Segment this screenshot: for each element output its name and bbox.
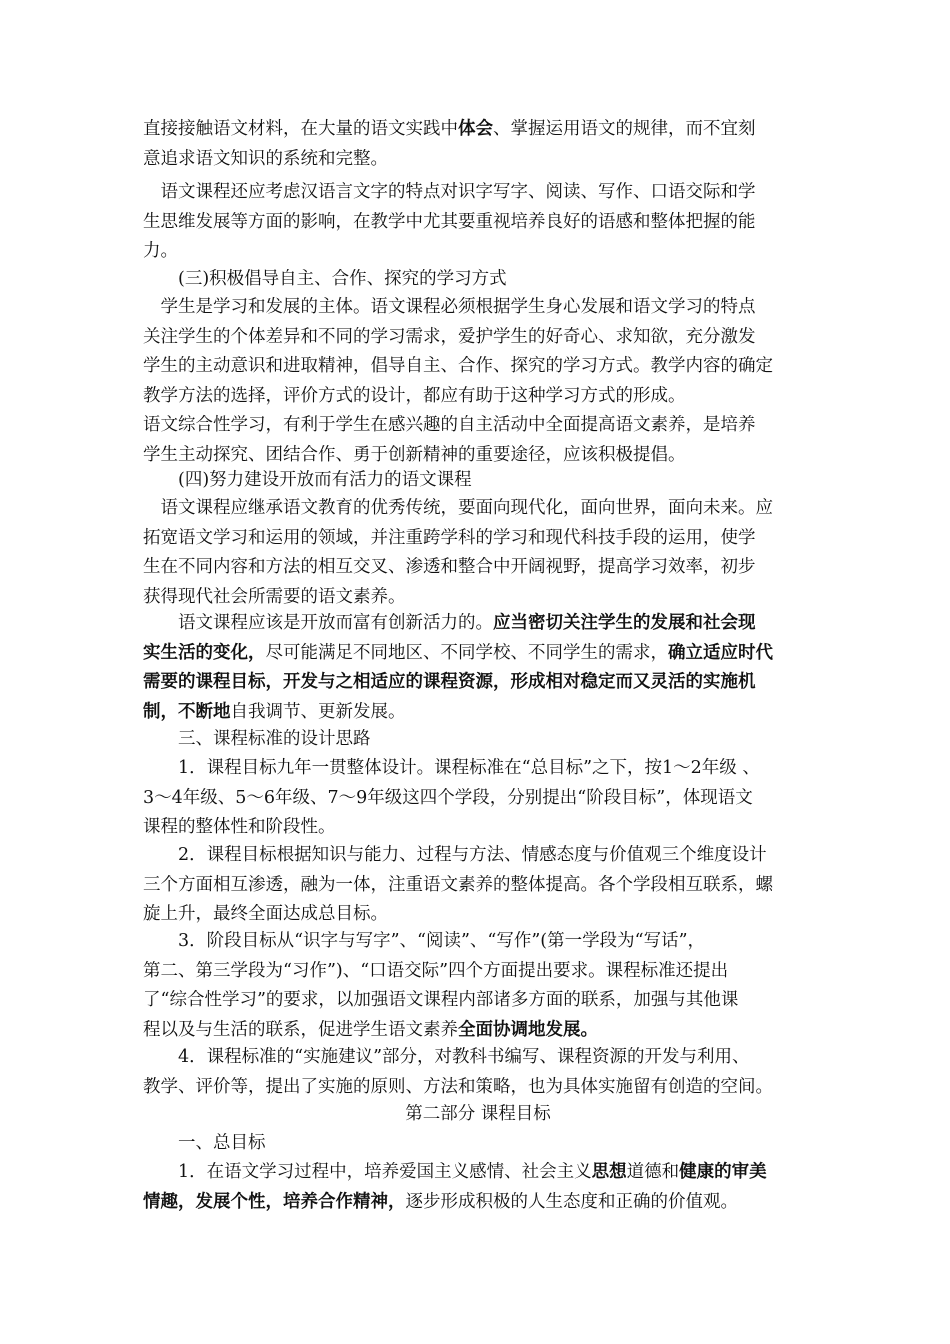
paragraph-line: 力。 (143, 241, 178, 261)
text-run: 程以及与生活的联系，促进学生语文素养 (143, 1019, 458, 1040)
bold-text-run: 应当密切关注学生的发展和社会现 (493, 613, 756, 633)
paragraph-line: 意追求语文知识的系统和完整。 (143, 148, 388, 169)
paragraph-line: 1．课程目标九年一贯整体设计。课程标准在“总目标”之下，按1～2年级 、 (143, 758, 760, 778)
item-3 (143, 927, 813, 1045)
paragraph-4 (143, 494, 813, 612)
paragraph-line: 三个方面相互渗透，融为一体，注重语文素养的整体提高。各个学段相互联系，螺 (143, 874, 773, 895)
bold-text-run: 情趣，发展个性，培养合作精神， (143, 1191, 406, 1212)
heading-4 (143, 466, 813, 496)
text-run: 1．在语文学习过程中，培养爱国主义感情、社会主义 (143, 1162, 592, 1182)
paragraph-line (143, 115, 813, 145)
bold-text-run: 全面协调地发展。 (458, 1019, 598, 1040)
text-run: 直接接触语文材料，在大量的语文实践中 (143, 119, 458, 139)
section-heading: 三、课程标准的设计思路 (143, 729, 371, 749)
paragraph-5 (143, 609, 813, 727)
paragraph-line (143, 1188, 813, 1218)
paragraph-line: 了“综合性学习”的要求，以加强语文课程内部诸多方面的联系，加强与其他课 (143, 990, 739, 1010)
paragraph-line: 语文课程应继承语文教育的优秀传统，要面向现代化，面向世界，面向未来。应 (143, 498, 773, 518)
paragraph-2 (143, 178, 813, 267)
bold-text-run: 思想 (591, 1162, 627, 1182)
part-heading (143, 1100, 813, 1130)
text-run: 自我调节、更新发展。 (230, 701, 406, 722)
paragraph-line (143, 639, 813, 669)
paragraph-line (143, 698, 813, 728)
paragraph-1 (143, 115, 813, 174)
paragraph-line: 关注学生的个体差异和不同的学习需求，爱护学生的好奇心、求知欲，充分激发 (143, 326, 756, 347)
bold-text-run: 制，不断地 (143, 701, 231, 722)
section-heading: 一、总目标 (143, 1133, 266, 1153)
paragraph-line: 课程的整体性和阶段性。 (143, 817, 336, 837)
paragraph-line (143, 1158, 813, 1188)
goal-1 (143, 1158, 813, 1217)
item-4 (143, 1043, 813, 1102)
paragraph-line: 3．阶段目标从“识字与写字”、“阅读”、“写作”(第一学段为“写话”， (143, 931, 706, 951)
paragraph-line: 语文综合性学习，有利于学生在感兴趣的自主活动中全面提高语文素养，是培养 (143, 415, 756, 435)
text-run: 逐步形成积极的人生态度和正确的价值观。 (405, 1191, 738, 1212)
paragraph-line: 4．课程标准的“实施建议”部分，对教科书编写、课程资源的开发与利用、 (143, 1047, 750, 1067)
paragraph-line: 旋上升，最终全面达成总目标。 (143, 904, 388, 924)
paragraph-line: 第二、第三学段为“习作”)、“口语交际”四个方面提出要求。课程标准还提出 (143, 960, 729, 981)
text-run: 道德和 (626, 1162, 680, 1182)
heading-3 (143, 265, 813, 295)
text-run: 尽可能满足不同地区、不同学校、不同学生的需求， (265, 642, 668, 663)
part-title: 第二部分 课程目标 (405, 1104, 551, 1124)
bold-text-run: 实生活的变化， (143, 642, 266, 663)
paragraph-line: 教学、评价等，提出了实施的原则、方法和策略，也为具体实施留有创造的空间。 (143, 1076, 773, 1097)
paragraph-line: 3～4年级、5～6年级、7～9年级这四个学段，分别提出“阶段目标”，体现语文 (143, 787, 753, 808)
paragraph-line: 学生主动探究、团结合作、勇于创新精神的重要途径，应该积极提倡。 (143, 444, 686, 465)
bold-text-run: 确立适应时代 (668, 642, 773, 663)
bold-text-run: 体会 (458, 119, 493, 139)
section-heading-3 (143, 725, 813, 755)
text-run: 语文课程应该是开放而富有创新活力的。 (143, 613, 493, 633)
paragraph-line: 学生的主动意识和进取精神，倡导自主、合作、探究的学习方式。教学内容的确定 (143, 356, 773, 376)
subsection-heading: (三)积极倡导自主、合作、探究的学习方式 (143, 269, 507, 289)
paragraph-line: 需要的课程目标，开发与之相适应的课程资源，形成相对稳定而又灵活的实施机 (143, 672, 756, 692)
item-1 (143, 754, 813, 843)
paragraph-line: 生思维发展等方面的影响，在教学中尤其要重视培养良好的语感和整体把握的能 (143, 211, 756, 232)
paragraph-line: 学生是学习和发展的主体。语文课程必须根据学生身心发展和语文学习的特点 (143, 297, 756, 317)
paragraph-line (143, 609, 813, 639)
text-run: 、掌握运用语文的规律，而不宜刻 (493, 119, 756, 139)
paragraph-line: 语文课程还应考虑汉语言文字的特点对识字写字、阅读、写作、口语交际和学 (143, 182, 756, 202)
paragraph-line: 教学方法的选择，评价方式的设计，都应有助于这种学习方式的形成。 (143, 385, 686, 406)
item-2 (143, 841, 813, 930)
paragraph-line: 生在不同内容和方法的相互交叉、渗透和整合中开阔视野，提高学习效率，初步 (143, 557, 756, 577)
paragraph-line (143, 1016, 813, 1046)
subsection-heading: (四)努力建设开放而有活力的语文课程 (143, 470, 472, 490)
paragraph-line: 拓宽语文学习和运用的领域，并注重跨学科的学习和现代科技手段的运用，使学 (143, 527, 756, 548)
paragraph-line: 2．课程目标根据知识与能力、过程与方法、情感态度与价值观三个维度设计 (143, 845, 767, 865)
paragraph-3 (143, 293, 813, 470)
bold-text-run: 健康的审美 (679, 1162, 767, 1182)
section-heading-1 (143, 1129, 813, 1159)
paragraph-line: 获得现代社会所需要的语文素养。 (143, 586, 406, 607)
